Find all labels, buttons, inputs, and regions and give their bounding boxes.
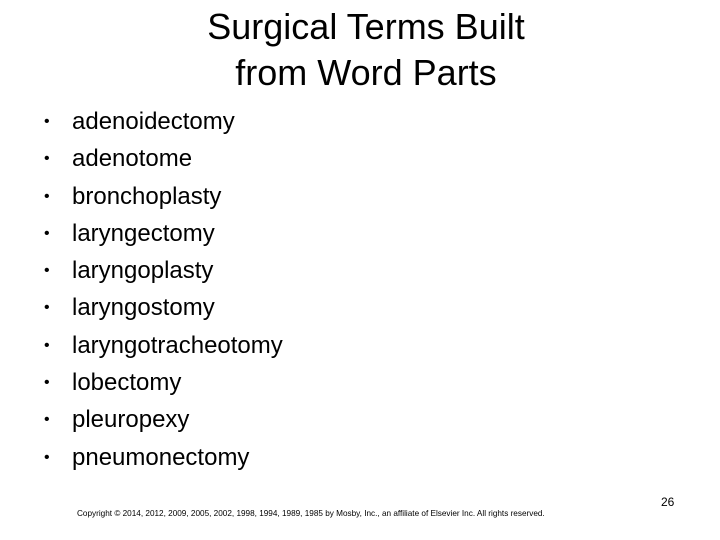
list-item: [40, 252, 283, 289]
list-item: [40, 289, 283, 326]
bullet-icon: •: [44, 262, 50, 280]
list-item: [40, 439, 283, 476]
list-item: [40, 140, 283, 177]
bullet-icon: •: [44, 187, 50, 205]
list-item-text: lobectomy: [72, 369, 182, 397]
list-item-text: laryngoplasty: [72, 257, 214, 285]
page-number: 26: [661, 495, 675, 509]
list-item: [40, 215, 283, 252]
list-item-text: laryngotracheotomy: [72, 331, 283, 359]
slide-title-line-1: Surgical Terms Built: [207, 6, 525, 47]
slide-title-line-2: from Word Parts: [235, 52, 497, 93]
bullet-icon: •: [44, 411, 50, 429]
bullet-icon: •: [44, 299, 50, 317]
copyright-notice: Copyright © 2014, 2012, 2009, 2005, 2002, 1998, 1994, 1989, 1985 by Mosby, Inc., an affiliate of Elsevier Inc. All rights reserved.: [77, 509, 545, 518]
list-item-text: laryngectomy: [72, 219, 215, 247]
bullet-icon: •: [44, 150, 50, 168]
list-item: [40, 364, 283, 401]
list-item: [40, 178, 283, 215]
list-item: [40, 103, 283, 140]
list-item-text: laryngostomy: [72, 294, 215, 322]
bullet-icon: •: [44, 374, 50, 392]
bullet-icon: •: [44, 448, 50, 466]
bullet-icon: •: [44, 224, 50, 242]
bullet-icon: •: [44, 113, 50, 130]
list-item-text: pleuropexy: [72, 406, 190, 434]
slide-title: [120, 4, 612, 96]
list-item-text: adenotome: [72, 145, 193, 173]
list-item: [40, 401, 283, 438]
list-item: [40, 327, 283, 364]
bullet-icon: •: [44, 336, 50, 354]
list-item-text: pneumonectomy: [72, 443, 250, 471]
list-item-text: bronchoplasty: [72, 182, 222, 210]
term-list: [40, 103, 283, 476]
list-item-text: adenoidectomy: [72, 108, 235, 135]
